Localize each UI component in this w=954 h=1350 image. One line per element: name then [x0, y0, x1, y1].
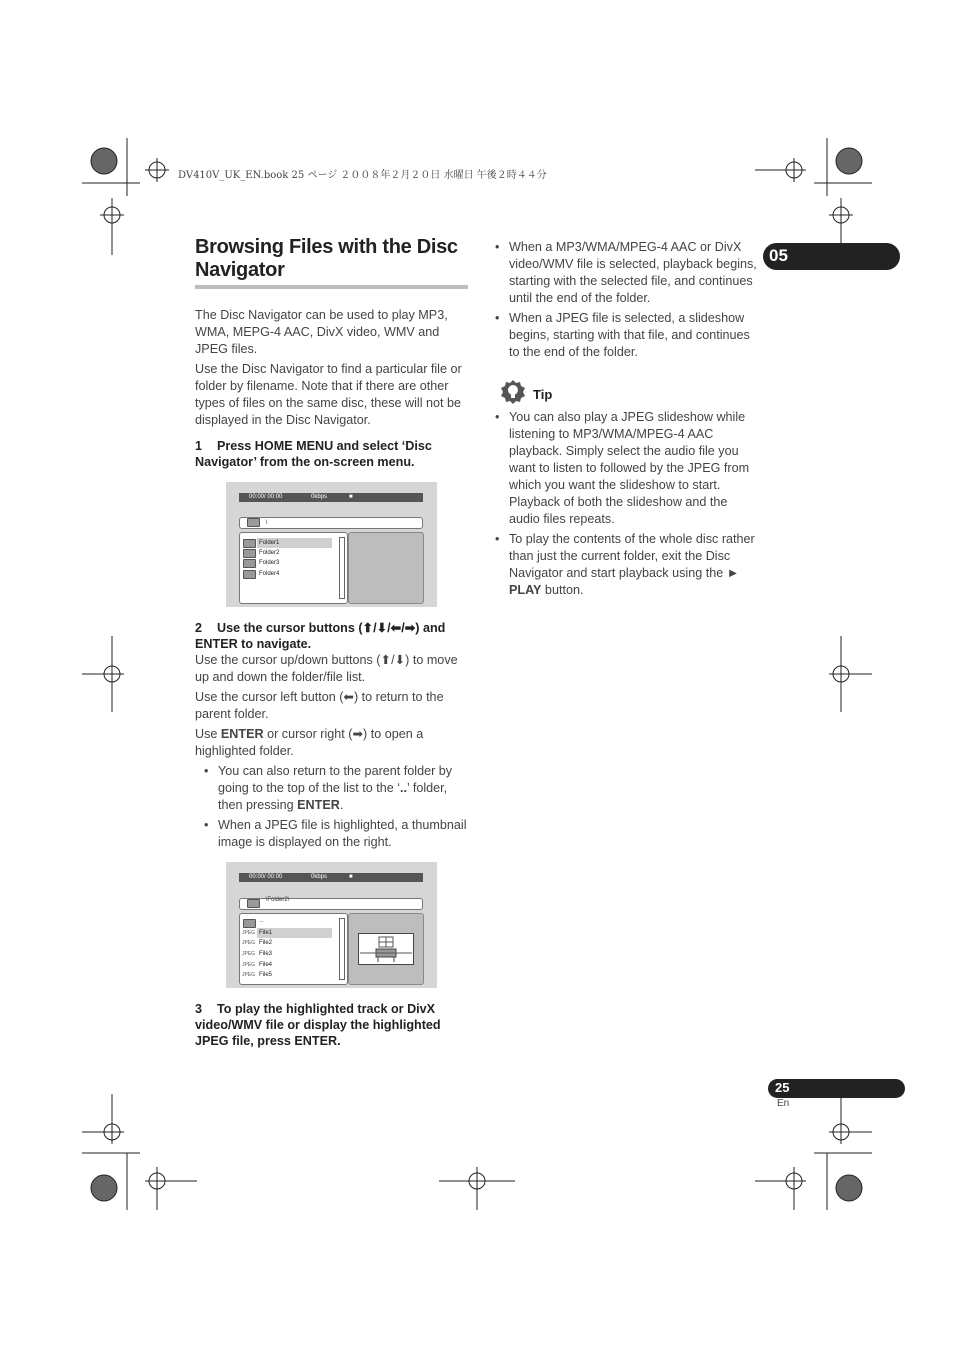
list-item[interactable]: Folder2 — [259, 550, 280, 556]
file-list[interactable] — [239, 913, 348, 985]
bitrate-readout: 0kbps — [311, 874, 328, 880]
right-arrow-icon: ➡ — [352, 727, 364, 741]
time-readout: 00:00/ 00:00 — [249, 494, 283, 500]
thumbnail-panel — [348, 913, 424, 985]
tip-slideshow-with-audio: • You can also play a JPEG slideshow while listening to MP3/WMA/MPEG-4 AAC playback. Simply select the audio file you want to listen to followed by the JPEG from which you want the slideshow to start. Playback of both the slideshow and the audio files repeats. — [495, 409, 758, 528]
bullet-mp3-playback: • When a MP3/WMA/MPEG-4 AAC or DivX video/WMV file is selected, playback begins, starting with the selected file, and continues until the end of the folder. — [495, 239, 758, 307]
intro-paragraph-1: The Disc Navigator can be used to play MP3, WMA, MEPG-4 AAC, DivX video, WMV and JPEG files. — [195, 308, 448, 356]
lightbulb-icon — [500, 379, 526, 405]
folder-icon — [243, 559, 256, 568]
enter-paragraph: Use ENTER or cursor right (➡) to open a highlighted folder. — [195, 727, 424, 758]
step-1-number: 1 — [195, 439, 203, 453]
list-item[interactable]: Folder4 — [259, 571, 280, 577]
bullet-parent-folder: • You can also return to the parent folder by going to the top of the list to the ‘..’ folder, then pressing ENTER. — [204, 763, 471, 814]
bullet-thumbnail: • When a JPEG file is highlighted, a thumbnail image is displayed on the right. — [204, 817, 471, 851]
tip-bullets — [495, 409, 758, 602]
path-field — [239, 517, 423, 529]
chapter-number: 05 — [769, 246, 788, 265]
page-language: En — [777, 1098, 790, 1109]
scrollbar[interactable] — [339, 537, 345, 599]
tip-play-whole-disc: • To play the contents of the whole disc rather than just the current folder, exit the Disc Navigator and start playback using the ► PLAY button. — [495, 531, 758, 599]
folder-icon — [243, 919, 256, 928]
disc-navigator-screen-2 — [226, 862, 437, 988]
list-item[interactable]: File2 — [259, 940, 273, 946]
right-column-bullets — [495, 239, 758, 364]
status-bar — [239, 493, 423, 502]
folder-icon — [247, 899, 260, 908]
stop-icon: ■ — [349, 494, 353, 500]
left-paragraph: Use the cursor left button (⬅) to return to the parent folder. — [195, 690, 444, 721]
step-3-text: To play the highlighted track or DivX video/WMV file or display the highlighted JPEG file, press ENTER. — [195, 1002, 441, 1048]
step-2-text-a: Use the cursor buttons ( — [217, 621, 363, 635]
intro-paragraph-2: Use the Disc Navigator to find a particular file or folder by filename. Note that if there are other types of files on the same disc, these will not be displayed in the Disc Navigator. — [195, 362, 462, 427]
step-2-number: 2 — [195, 621, 203, 635]
step-3 — [195, 1001, 471, 1049]
step-2-text-b: ) and ENTER to navigate. — [195, 621, 446, 651]
list-item[interactable]: Folder3 — [259, 560, 280, 566]
up-down-arrow-icon: ⬆/⬇ — [380, 653, 406, 667]
jpeg-icon: JPEG — [242, 951, 256, 957]
bitrate-readout: 0kbps — [311, 494, 328, 500]
jpeg-icon: JPEG — [242, 930, 256, 936]
list-item[interactable]: File4 — [259, 962, 273, 968]
path-text: \ — [265, 520, 268, 527]
list-item[interactable]: Folder1 — [257, 538, 332, 548]
disc-navigator-screen-1 — [226, 482, 437, 607]
status-bar — [239, 873, 423, 882]
jpeg-icon: JPEG — [242, 962, 256, 968]
scrollbar[interactable] — [339, 918, 345, 980]
thumbnail-image — [358, 933, 414, 965]
step-1 — [195, 438, 471, 470]
step-1-text: Press HOME MENU and select ‘Disc Navigator’ from the on-screen menu. — [195, 439, 432, 469]
step-3-number: 3 — [195, 1002, 203, 1016]
step-2-bullets — [204, 763, 471, 851]
file-list[interactable] — [239, 532, 348, 604]
list-item[interactable]: File3 — [259, 951, 273, 957]
left-arrow-icon: ⬅ — [343, 690, 354, 704]
time-readout: 00:00/ 00:00 — [249, 874, 283, 880]
list-item-parent[interactable]: .. — [260, 918, 264, 924]
step-2 — [195, 620, 471, 652]
path-text: \Folder2\ — [265, 897, 290, 904]
list-item[interactable]: File1 — [257, 928, 332, 938]
section-title: Browsing Files with the Disc Navigator — [195, 236, 458, 281]
page-number: 25 — [775, 1080, 790, 1095]
book-header-line: DV410V_UK_EN.book 25 ページ ２００８年２月２０日 水曜日 午後２時４４分 — [178, 170, 547, 181]
play-button-label: ► PLAY — [509, 566, 740, 597]
jpeg-icon: JPEG — [242, 940, 256, 946]
updown-paragraph: Use the cursor up/down buttons (⬆/⬇) to move up and down the folder/file list. — [195, 653, 458, 684]
tip-heading: Tip — [533, 387, 553, 402]
step-2-body — [195, 652, 471, 854]
jpeg-icon: JPEG — [242, 972, 256, 978]
thumbnail-panel — [348, 532, 424, 604]
folder-icon — [243, 570, 256, 579]
list-item[interactable]: File5 — [259, 972, 273, 978]
intro-text — [195, 307, 471, 432]
folder-icon — [247, 518, 260, 527]
folder-icon — [243, 549, 256, 558]
path-field — [239, 898, 423, 910]
title-underline — [195, 285, 468, 289]
arrows-icon: ⬆/⬇/⬅/➡ — [362, 621, 416, 635]
bullet-jpeg-slideshow: • When a JPEG file is selected, a slideshow begins, starting with that file, and continues to the end of the folder. — [495, 310, 758, 361]
stop-icon: ■ — [349, 874, 353, 880]
folder-icon — [243, 539, 256, 548]
